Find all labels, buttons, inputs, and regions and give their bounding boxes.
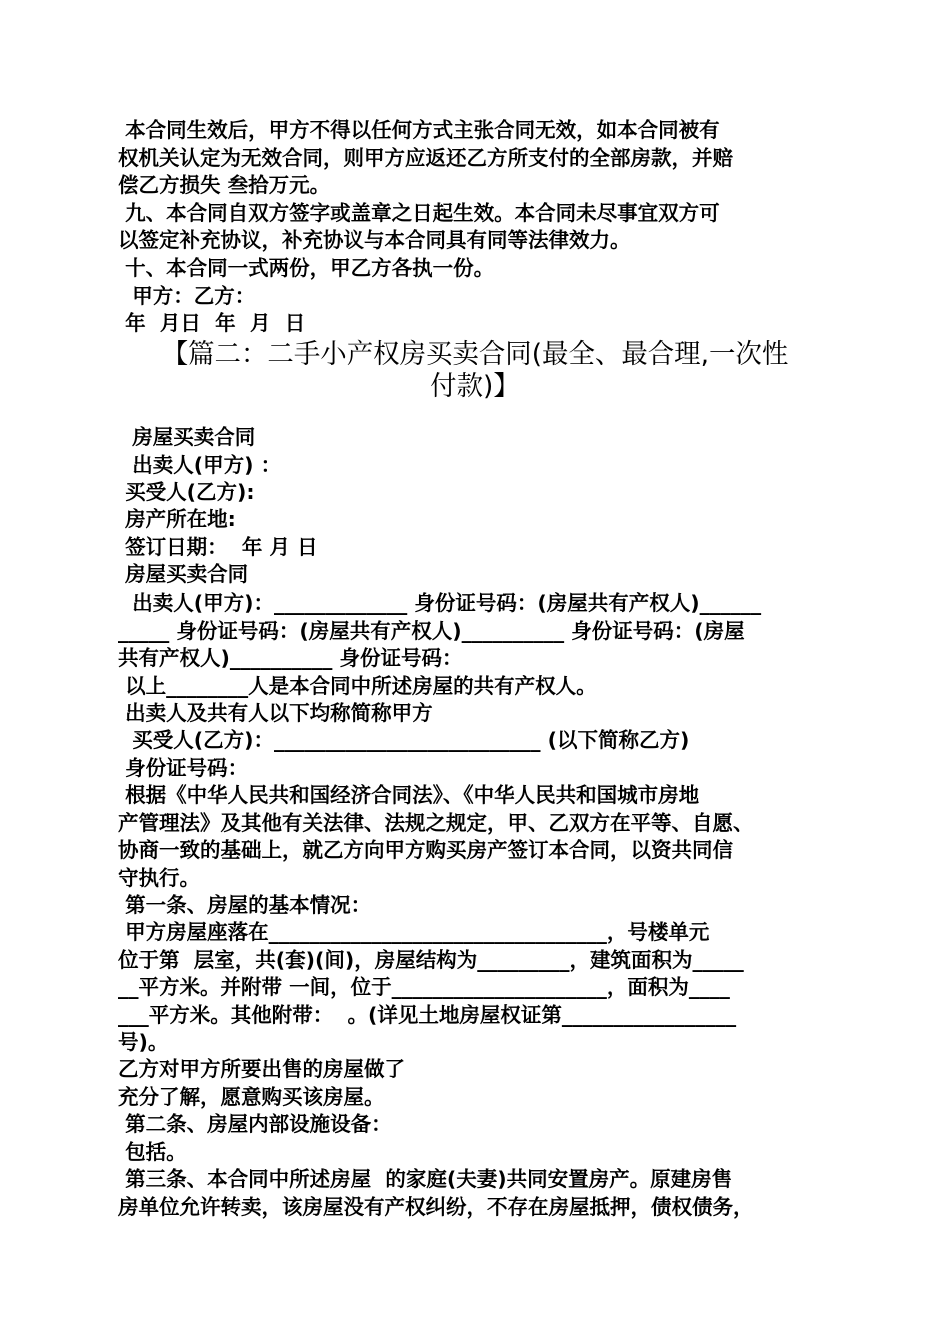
text-line: 乙方对甲方所要出售的房屋做了 [118,1057,405,1081]
text-line: 根据《中华人民共和国经济合同法》、《中华人民共和国城市房地 [118,783,700,807]
text-line: 出卖人及共有人以下均称简称甲方 [118,701,433,725]
text-line: 第二条、房屋内部设施设备： [118,1112,392,1136]
text-line: 签订日期： 年 月 日 [118,535,318,559]
text-line: 甲方：乙方： [118,284,256,308]
text-line: 号)。 [118,1030,169,1054]
text-line: 房产所在地: [118,507,236,531]
text-line: 十、本合同一式两份，甲乙方各执一份。 [118,256,495,280]
text-line: 守执行。 [118,866,200,890]
text-line: 产管理法》及其他有关法律、法规之规定，甲、乙双方在平等、自愿、 [118,811,754,835]
text-line: 房屋买卖合同 [118,425,256,449]
text-line: 第三条、本合同中所述房屋 的家庭(夫妻)共同安置房产。原建房售 [118,1167,733,1191]
text-line: 第一条、房屋的基本情况： [118,893,372,917]
text-line: 权机关认定为无效合同，则甲方应返还乙方所支付的全部房款，并赔 [118,146,733,170]
text-line: 身份证号码： [118,756,249,780]
text-line: 房屋买卖合同 [118,562,249,586]
section-heading-line-1: 【篇二：二手小产权房买卖合同(最全、最合理,一次性 [161,339,789,370]
text-line: 充分了解，愿意购买该房屋。 [118,1085,385,1109]
text-line: 年 月日 年 月 日 [118,311,306,335]
text-line: 出卖人(甲方) ： [118,453,282,477]
text-line: _____ 身份证号码：(房屋共有产权人)__________ 身份证号码：(房屋 [118,619,745,643]
text-line: 甲方房屋座落在_________________________________，号楼单元 [118,920,710,944]
text-line: 协商一致的基础上，就乙方向甲方购买房产签订本合同，以资共同信 [118,838,733,862]
text-line: 共有产权人)__________ 身份证号码： [118,646,463,670]
text-line: 位于第 层室，共(套)(间)，房屋结构为_________，建筑面积为_____ [118,948,744,972]
text-line: 九、本合同自双方签字或盖章之日起生效。本合同未尽事宜双方可 [118,201,720,225]
text-line: __平方米。并附带 一间，位于_____________________，面积为____ [118,975,730,999]
text-line: 包括。 [118,1140,187,1164]
text-line: 房单位允许转卖，该房屋没有产权纠纷，不存在房屋抵押，债权债务， [118,1195,754,1219]
text-line: 本合同生效后，甲方不得以任何方式主张合同无效，如本合同被有 [118,118,720,142]
section-heading-line-2: 付款)】 [430,371,520,402]
text-line: 以签定补充协议，补充协议与本合同具有同等法律效力。 [118,228,631,252]
text-line: 偿乙方损失 叁拾万元。 [118,173,331,197]
text-line: 出卖人(甲方)：_____________ 身份证号码：(房屋共有产权人)______ [118,591,762,615]
text-line: ___平方米。其他附带： 。(详见土地房屋权证第_________________ [118,1003,737,1027]
text-line: 买受人(乙方)：__________________________ (以下简称乙方) [118,728,690,752]
text-line: 以上________人是本合同中所述房屋的共有产权人。 [118,674,597,698]
text-line: 买受人(乙方): [118,480,255,504]
